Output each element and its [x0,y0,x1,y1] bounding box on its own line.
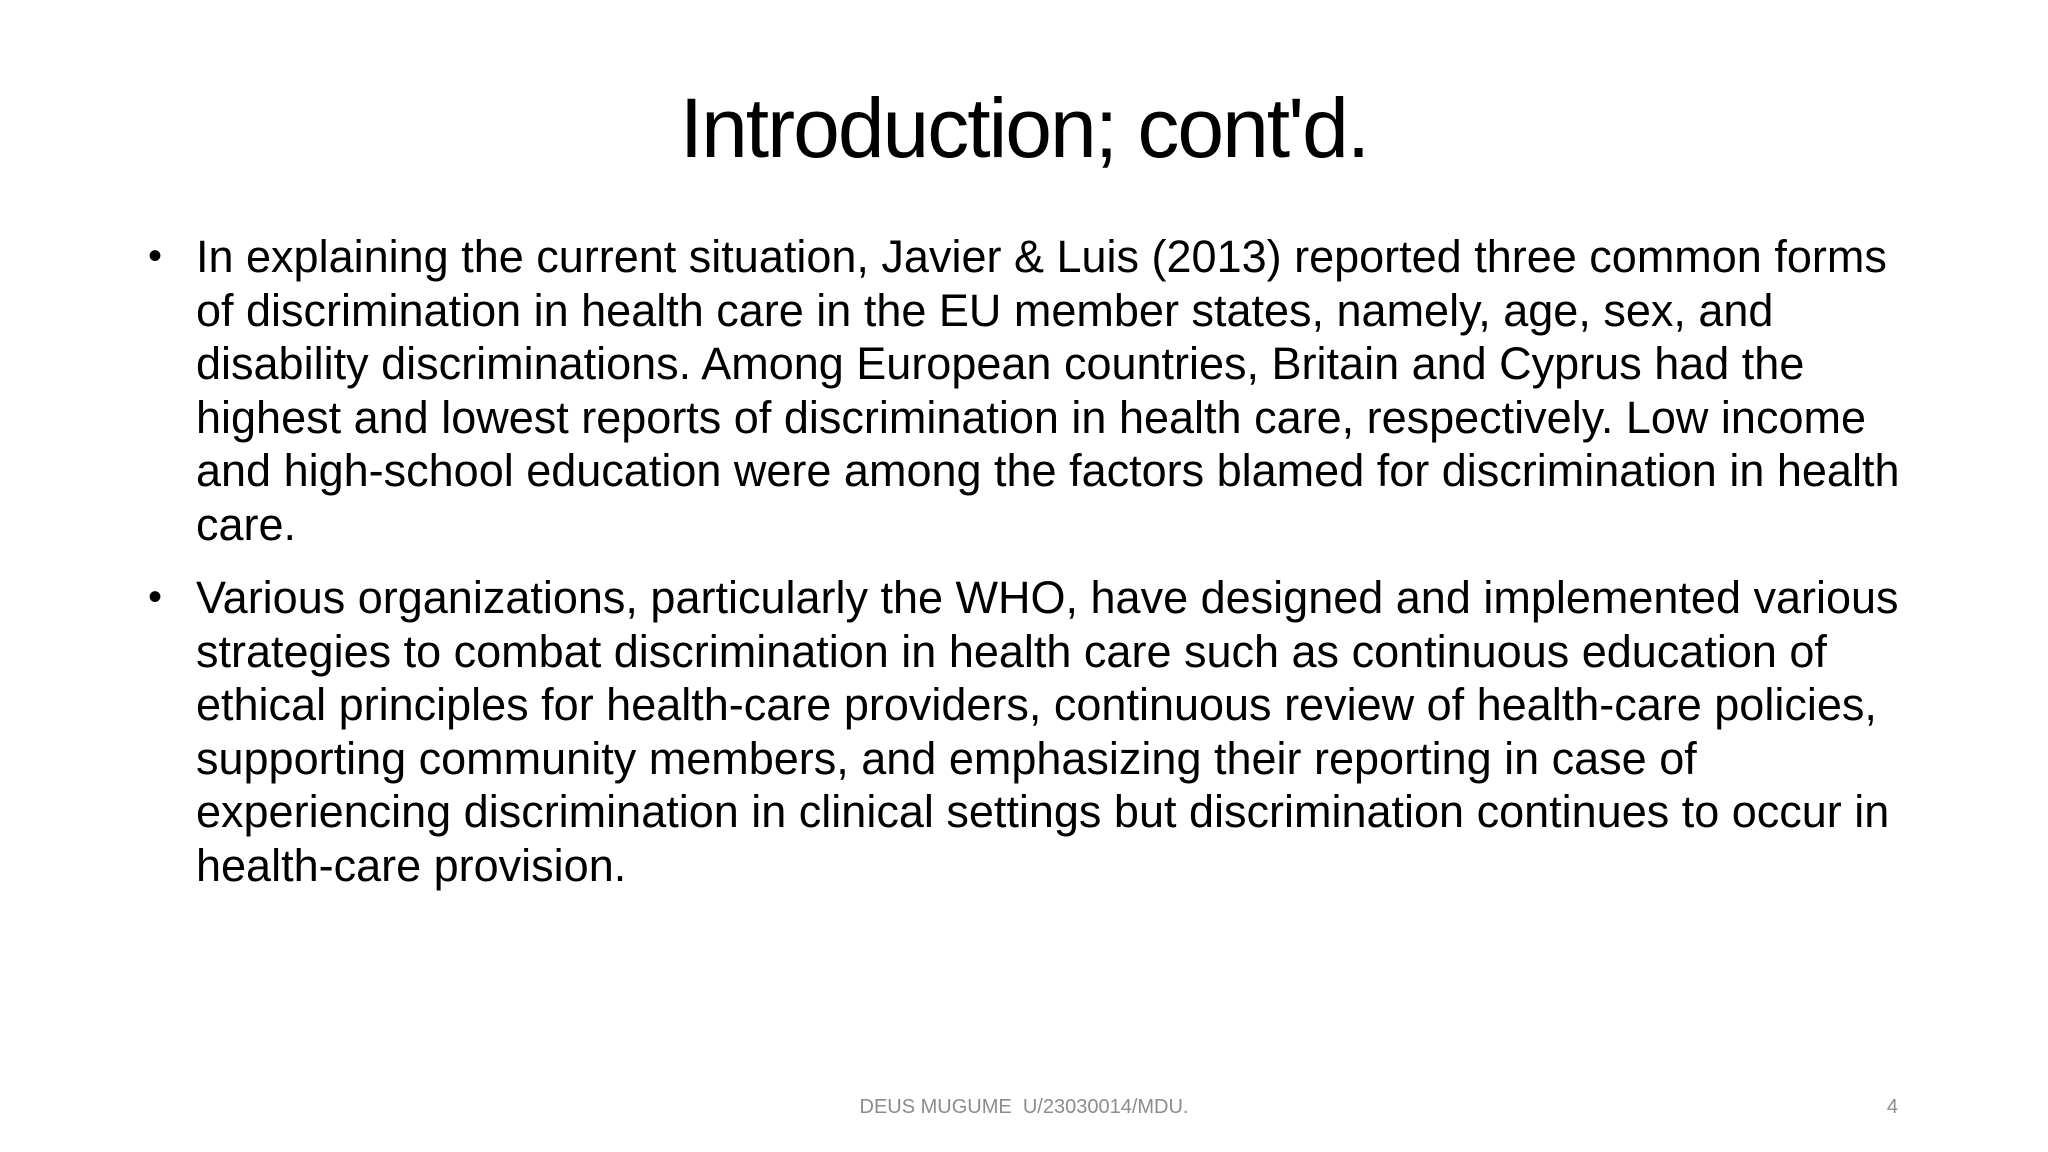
bullet-marker: • [148,575,163,619]
bullet-item-1 [148,230,1908,551]
bullet-item-2 [148,571,1908,892]
bullet-text: In explaining the current situation, Javier & Luis (2013) reported three common forms of discrimination in health care in the EU member states, namely, age, sex, and disability discriminations. Among European countries, Britain and Cyprus had the highest and lowest reports of discrimination in health care, respectively. Low income and high-school education were among the factors blamed for discrimination in health care. [196,231,1900,550]
bullet-list [148,230,1908,912]
bullet-marker: • [148,234,163,278]
slide-footer: DEUS MUGUME U/23030014/MDU. [859,1096,1189,1118]
page-number: 4 [1886,1096,1898,1118]
slide-title: Introduction; cont'd. [679,81,1369,175]
bullet-text: Various organizations, particularly the WHO, have designed and implemented various strategies to combat discrimination in health care such as continuous education of ethical principles for health-care providers, continuous review of health-care policies, supporting community members, and emphasizing their reporting in case of experiencing discrimination in clinical settings but discrimination continues to occur in health-care provision. [196,572,1899,891]
